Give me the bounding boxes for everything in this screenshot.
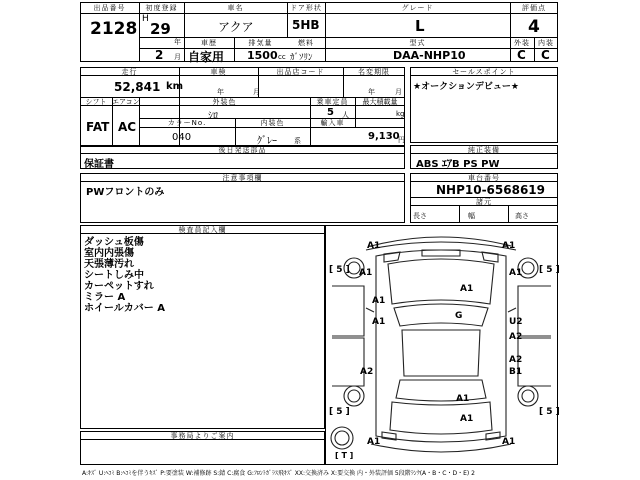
- capacity: 5: [327, 107, 334, 118]
- code-bumper-right: [ 5 ]: [539, 265, 560, 275]
- inspection-year-unit: 年: [217, 88, 224, 96]
- code-rear-mid: A1: [460, 414, 474, 424]
- sales-point-label: セールスポイント: [452, 68, 516, 76]
- name-change-label: 名変期限: [358, 68, 390, 76]
- fuel: ｶﾞｿﾘﾝ: [290, 53, 313, 63]
- max-load-label: 最大積載量: [362, 98, 398, 106]
- era: H: [142, 14, 149, 24]
- equipment-label: 純正装備: [468, 146, 500, 154]
- ext-score: C: [517, 48, 526, 62]
- code-roof: G: [455, 311, 463, 321]
- height-label: 高さ: [515, 212, 529, 220]
- weight: 9,130: [368, 131, 400, 142]
- code-rear-left: A1: [367, 437, 381, 447]
- body-label: ドア形状: [290, 4, 322, 12]
- inspection-month-unit: 月: [253, 88, 260, 96]
- inspector-note: 天張薄汚れ: [84, 259, 134, 270]
- mileage: 52,841: [114, 80, 161, 94]
- grade: L: [415, 17, 425, 35]
- notes-label: 注意事項欄: [222, 174, 263, 182]
- int-score: C: [541, 48, 550, 62]
- code-rear-right: A1: [502, 437, 516, 447]
- code-door-rr-b: B1: [509, 367, 523, 377]
- ac-label: エアコン: [112, 98, 140, 106]
- interior-color-label: 内装色: [260, 119, 285, 127]
- name-change-month-unit: 月: [395, 88, 402, 96]
- color-no-label: カラーNo.: [167, 119, 207, 127]
- name-change-year-unit: 年: [368, 88, 375, 96]
- capacity-label: 乗車定員: [316, 98, 349, 106]
- car-name-label: 車名: [227, 4, 244, 12]
- code-fender-left: A1: [359, 268, 373, 278]
- inspector-note: ホイールカバー A: [84, 303, 166, 314]
- code-door-rl: A2: [360, 367, 374, 377]
- mileage-label: 走行: [121, 68, 138, 76]
- interior-color: ｸﾞﾚｰ: [257, 136, 277, 147]
- reg-month: 2: [155, 48, 164, 62]
- lot-number: 2128: [90, 19, 138, 39]
- warranty: 保証書: [84, 159, 114, 170]
- cc: 1500: [247, 49, 278, 62]
- year-unit: 年: [174, 38, 181, 46]
- use-label: 車歴: [201, 39, 217, 47]
- code-door-fr-u: U2: [509, 317, 523, 327]
- code-bumper-left: [ 5 ]: [329, 265, 350, 275]
- code-door-fr-b: A2: [509, 332, 523, 342]
- car-name: アクア: [218, 20, 254, 34]
- mileage-unit: km: [166, 81, 184, 92]
- legend: A:ｷｽﾞ U:ﾍｺﾐ B:ﾍｺﾐを伴うｷｽﾞ P:要塗装 W:補修跡 S:錆 C:腐食 G:ﾌﾛﾝﾄｶﾞﾗｽ飛ｷｽﾞ XX:交換済み X:要交換 内・外装評価 5段階ﾗﾝｸ(A・B・C・D・E) 2: [82, 470, 475, 477]
- shift: FAT: [86, 120, 110, 134]
- office-label: 事務局よりご案内: [170, 432, 235, 440]
- code-quarter-left: [ 5 ]: [329, 407, 350, 417]
- reg-year: 29: [150, 20, 171, 38]
- capacity-unit: 人: [342, 111, 349, 119]
- spec-table: [80, 67, 405, 147]
- notes-text: PWフロントのみ: [86, 187, 165, 198]
- code-trunk: A1: [456, 394, 470, 404]
- cc-label: 排気量: [248, 39, 273, 47]
- code-door-fl: A1: [372, 296, 386, 306]
- body-type: 5HB: [292, 18, 320, 32]
- inspector-note: シートしみ中: [84, 270, 144, 281]
- color: ｼﾛ: [208, 111, 218, 122]
- code-front-right: A1: [502, 241, 516, 251]
- inspector-note: ダッシュ板傷: [84, 237, 144, 248]
- cc-unit: cc: [278, 53, 286, 61]
- interior-unit: 系: [294, 137, 301, 145]
- inspection-label: 車検: [210, 68, 227, 76]
- length-label: 長さ: [413, 212, 427, 220]
- month-unit: 月: [174, 53, 181, 61]
- code-quarter-right: [ 5 ]: [539, 407, 560, 417]
- max-load-unit: kg: [396, 110, 405, 118]
- ext-label: 外装: [514, 39, 530, 47]
- int-label: 内装: [538, 39, 554, 47]
- fuel-label: 燃料: [298, 39, 314, 47]
- code-fender-right: A1: [509, 268, 523, 278]
- inspector-note: 室内内張傷: [84, 248, 134, 259]
- chassis-number: NHP10-6568619: [436, 183, 546, 197]
- car-diagram: [326, 226, 557, 464]
- score: 4: [528, 17, 540, 37]
- grade-label: グレード: [401, 4, 434, 12]
- color-label: 外装色: [212, 98, 237, 106]
- post-docs-label: 後日発送部品: [218, 146, 267, 154]
- equipment: ABS ｴｱB PS PW: [416, 159, 500, 170]
- inspector-note: ミラー A: [84, 292, 126, 303]
- model-code: DAA-NHP10: [393, 49, 466, 62]
- import-label: 輸入車: [320, 119, 345, 127]
- chassis-label: 車台番号: [468, 174, 500, 182]
- sales-point: ★オークションデビュー★: [413, 82, 519, 92]
- color-no: 040: [172, 132, 192, 143]
- model-label: 型式: [409, 39, 426, 47]
- code-door-fr: A1: [372, 317, 386, 327]
- inspector-note: カーペットすれ: [84, 281, 154, 292]
- seller-code-label: 出品店コード: [276, 68, 325, 76]
- ac: AC: [118, 120, 137, 134]
- reg-label: 初度登録: [145, 4, 178, 12]
- code-door-rr: A2: [509, 355, 523, 365]
- weight-unit: 円: [398, 136, 405, 144]
- shift-label: シフト: [85, 98, 107, 106]
- width-label: 幅: [468, 212, 475, 220]
- inspector-label: 検査員記入欄: [178, 226, 227, 234]
- use: 自家用: [188, 50, 225, 64]
- code-front-left: A1: [367, 241, 381, 251]
- code-hood: A1: [460, 284, 474, 294]
- lot-label: 出品番号: [93, 4, 126, 12]
- code-spare: [ T ]: [335, 451, 354, 460]
- score-label: 評価点: [522, 4, 546, 12]
- inspector-notes: [84, 237, 165, 314]
- dims-label: 諸元: [476, 198, 492, 206]
